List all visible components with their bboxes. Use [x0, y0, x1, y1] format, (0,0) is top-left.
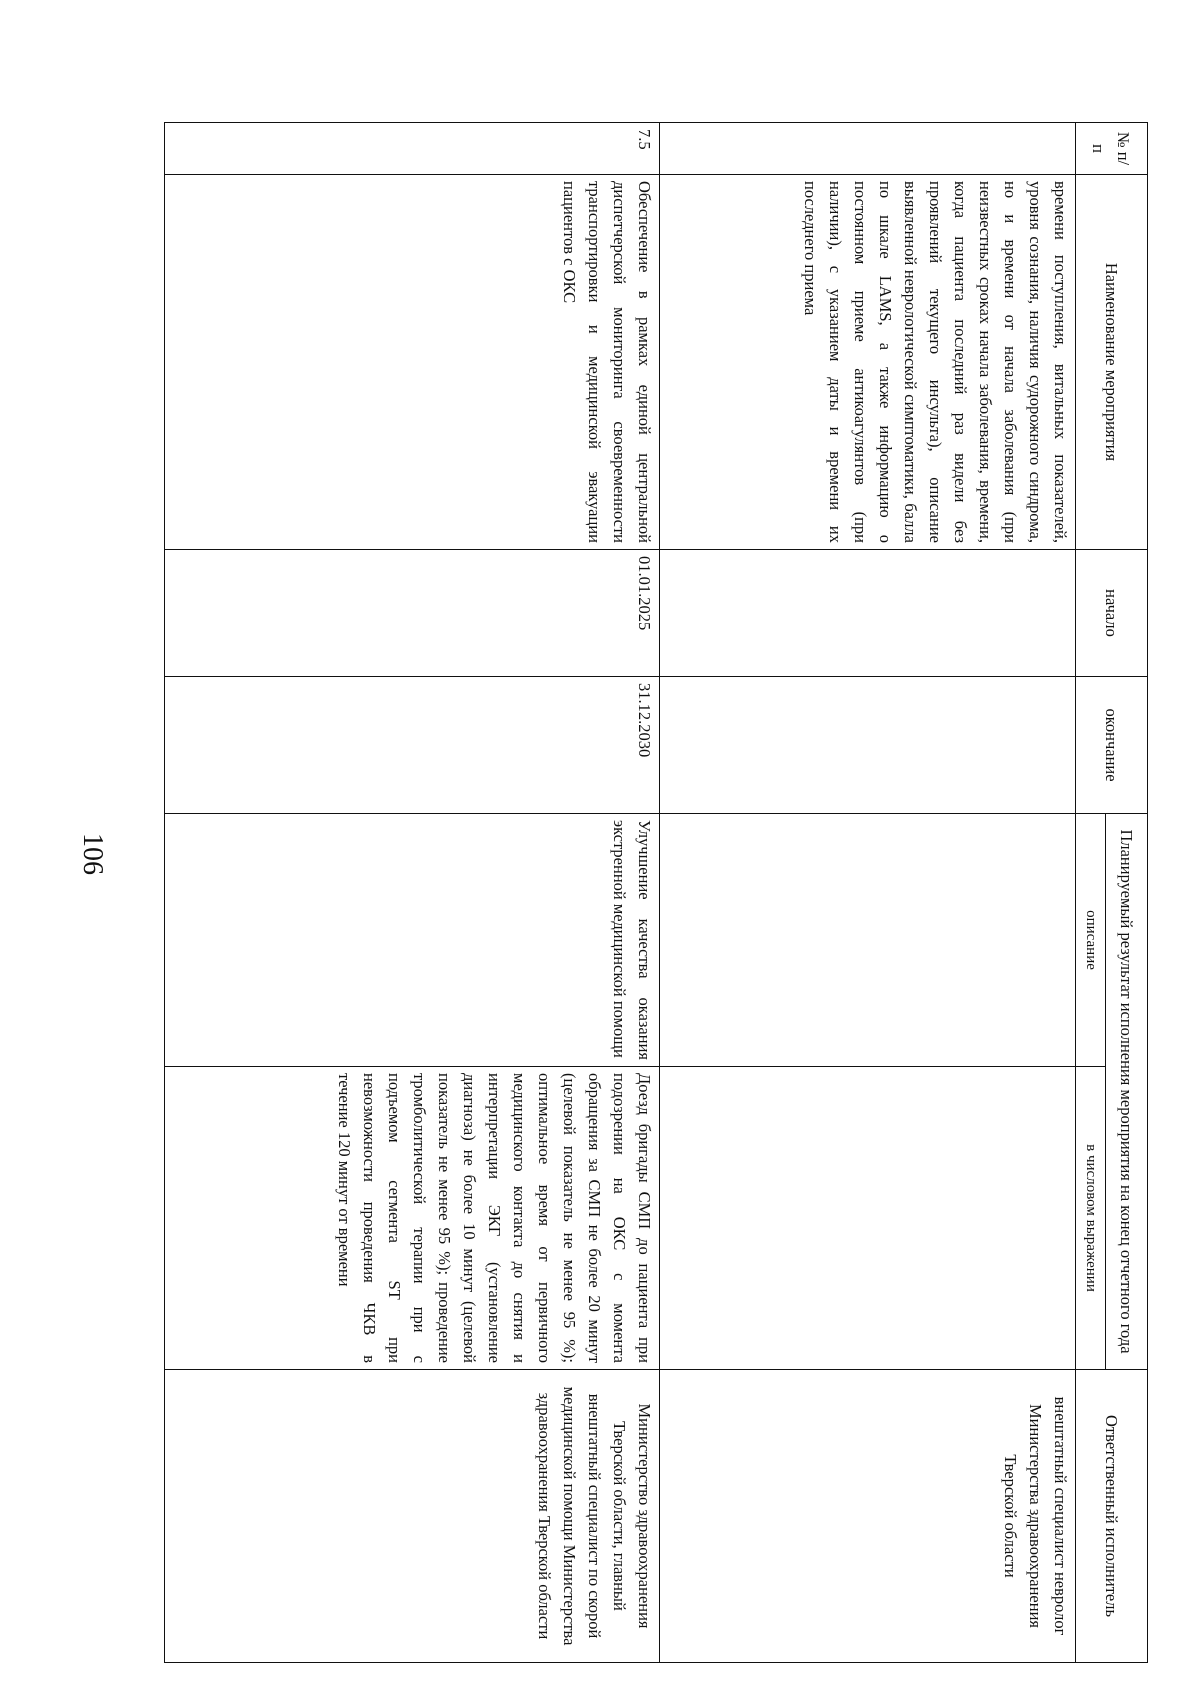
- cell-responsible: внештатный специалист невролог Министерства здравоохранения Тверской области: [660, 1370, 1076, 1663]
- header-name: Наименование мероприятия: [1076, 175, 1148, 550]
- cell-num: [660, 123, 1076, 175]
- cell-end: [660, 677, 1076, 814]
- cell-result-numeric: Доезд бригады СМП до пациента при подозрении на ОКС с момента обращения за СМП не более 20 минут (целевой показатель не менее 95 %); оптимальное время от первичного медицинского контакта до снятия и интерпретации ЭКГ (установление диагноза) не более 10 минут (целевой показатель не менее 95 %); проведение тромболитической терапии при с подъемом сегмента ST при невозможности проведения ЧКВ в течение 120 минут от времени: [165, 1067, 660, 1370]
- table-row: [165, 123, 660, 1663]
- header-result: Планируемый результат исполнения мероприятия на конец отчетного года: [1106, 814, 1148, 1370]
- cell-name: Обеспечение в рамках единой центральной диспетчерской мониторинга своевременности транспортировки и медицинской эвакуации пациентов с ОКС: [165, 175, 660, 550]
- rotated-table-container: [173, 122, 1148, 1662]
- cell-end: 31.12.2030: [165, 677, 660, 814]
- header-end: окончание: [1076, 677, 1148, 814]
- table-row: [660, 123, 1076, 1663]
- cell-result-description: Улучшение качества оказания экстренной медицинской помощи: [165, 814, 660, 1067]
- header-responsible: Ответственный исполнитель: [1076, 1370, 1148, 1663]
- cell-start: 01.01.2025: [165, 550, 660, 677]
- header-result-description: описание: [1076, 814, 1106, 1067]
- header-num: № п/п: [1076, 123, 1148, 175]
- cell-result-description: [660, 814, 1076, 1067]
- cell-result-numeric: [660, 1067, 1076, 1370]
- cell-start: [660, 550, 1076, 677]
- cell-name: времени поступления, витальных показателей, уровня сознания, наличия судорожного синдрома, но и времени от начала заболевания (при неизвестных сроках начала заболевания, времени, когда пациента последний раз видели без проявлений текущего инсульта), описание выявленной неврологической симптоматики, балла по шкале LAMS, а также информацию о постоянном приеме антикоагулянтов (при наличии), с указанием даты и времени их последнего приема: [660, 175, 1076, 550]
- plan-table: [164, 122, 1148, 1663]
- cell-num: 7.5: [165, 123, 660, 175]
- header-result-numeric: в числовом выражении: [1076, 1067, 1106, 1370]
- cell-responsible: Министерство здравоохранения Тверской области, главный внештатный специалист по скорой медицинской помощи Министерства здравоохранения Тверской области: [165, 1370, 660, 1663]
- page-number: 106: [77, 833, 108, 875]
- header-start: начало: [1076, 550, 1148, 677]
